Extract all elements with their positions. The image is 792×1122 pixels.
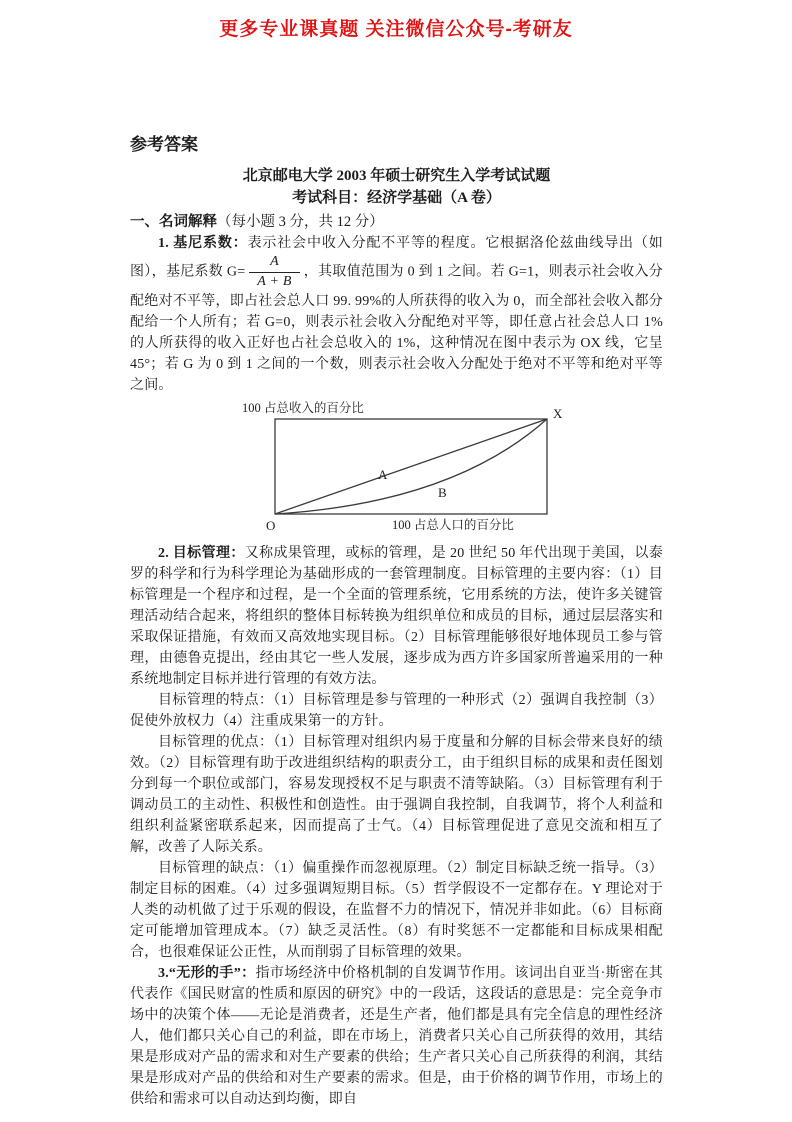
item2-paragraph-features: 目标管理的特点：（1）目标管理是参与管理的一种形式（2）强调自我控制（3）促使外放权力（4）注重成果第一的方针。 bbox=[130, 692, 663, 729]
item2-definition: 又称成果管理，或标的管理，是 20 世纪 50 年代出现于美国，以泰罗的科学和行为科学理论为基础形成的一套管理制度。目标管理的主要内容：（1）目标管理是一个程序和过程，是一个全面的管理系统，它用系统的方法，使许多关键管理活动结合起来，将组织的整体目标转换为组织单位和成员的目标，通过层层落实和采取保证措施，有效而又高效地实现目标。（2）目标管理能够很好地体现员工参与管理，由德鲁克提出，经由其它一些人发展，逐步成为西方许多国家所普遍采用的一种系统地制定目标并进行管理的有效方法。 bbox=[130, 545, 663, 687]
figure-origin-label: O bbox=[266, 517, 276, 533]
lorenz-curve-diagram bbox=[240, 399, 580, 539]
gini-formula-denominator: A + B bbox=[257, 273, 292, 289]
section-one-note: （每小题 3 分，共 12 分） bbox=[217, 214, 384, 230]
promo-header-text: 更多专业课真题 关注微信公众号-考研友 bbox=[219, 19, 573, 40]
section-one-heading bbox=[130, 211, 663, 233]
answers-heading: 参考答案 bbox=[130, 135, 198, 154]
item2-paragraph-1 bbox=[130, 543, 663, 690]
item1-term: 1. 基尼系数： bbox=[158, 236, 248, 251]
document-content bbox=[130, 130, 663, 1110]
figure-y-axis-label: 100 占总收入的百分比 bbox=[242, 400, 364, 415]
gini-formula-numerator: A bbox=[249, 254, 299, 273]
exam-subject: 考试科目：经济学基础（A 卷） bbox=[292, 190, 501, 206]
item1-paragraph bbox=[130, 233, 663, 396]
item1-text-after-formula: ，其取值范围为 0 到 1 之间。若 G=1，则表示社会收入分配绝对不平等，即占社会总人口 99. 99%的人所获得的收入为 0，而全部社会收入都分配给一个人所有；若 G=0，则表示社会收入分配绝对平等，即任意占社会总人口 1%的人所获得的收入正好也占社会总收入的 1%，这种情况在图中表示为 OX 线，它呈 45°；若 G 为 0 到 1 之间的一个数，则表示社会收入分配处于绝对不平等和绝对平等之间。 bbox=[130, 264, 663, 393]
figure-x-axis-label: 100 占总人口的百分比 bbox=[392, 517, 514, 532]
item2-paragraph-advantages: 目标管理的优点：（1）目标管理对组织内易于度量和分解的目标会带来良好的绩效。（2）目标管理有助于改进组织结构的职责分工，由于组织目标的成果和责任图划分到每一个职位或部门，容易发现授权不足与职责不清等缺陷。（3）目标管理有利于调动员工的主动性、积极性和创造性。由于强调自我控制，自我调节，将个人利益和组织利益紧密联系起来，因而提高了士气。（4）目标管理促进了意见交流和相互了解，改善了人际关系。 bbox=[130, 734, 663, 855]
equality-line-ox bbox=[275, 419, 547, 514]
item3-term: 3.“无形的手”： bbox=[158, 965, 256, 981]
area-a-label: A bbox=[378, 466, 388, 482]
figure-corner-x-label: X bbox=[553, 405, 563, 421]
item3-definition: 指市场经济中价格机制的自发调节作用。该词出自亚当·斯密在其代表作《国民财富的性质和原因的研究》中的一段话，这段话的意思是：完全竞争市场中的决策个体——无论是消费者，还是生产者，他们都是具有完全信息的理性经济人，他们都只关心自己的利益，即在市场上，消费者只关心自己所获得的效用，其结果是形成对产品的需求和对生产要素的供给；生产者只关心自己所获得的利润，其结果是形成对产品的供给和对生产要素的需求。但是，由于价格的调节作用，市场上的供给和需求可以自动达到均衡，即自 bbox=[130, 965, 663, 1107]
area-b-label: B bbox=[438, 484, 447, 500]
exam-title: 北京邮电大学 2003 年硕士研究生入学考试试题 bbox=[242, 168, 551, 184]
item2-paragraph-disadvantages: 目标管理的缺点：（1）偏重操作而忽视原理。（2）制定目标缺乏统一指导。（3）制定目标的困难。（4）过多强调短期目标。（5）哲学假设不一定都存在。Y 理论对于人类的动机做了过于乐观的假设，在监督不力的情况下，情况并非如此。（6）目标商定可能增加管理成本。（7）缺乏灵活性。（8）有时奖惩不一定都能和目标成果相配合，也很难保证公正性，从而削弱了目标管理的效果。 bbox=[130, 860, 663, 960]
item1-text-before-formula: 表示社会中收入分配不平等的程度。它根据洛伦兹曲线导出（如图），基尼系数 G= bbox=[130, 236, 663, 280]
section-one-title: 一、名词解释 bbox=[130, 214, 217, 230]
gini-formula-fraction bbox=[249, 254, 299, 291]
lorenz-curve-figure bbox=[240, 399, 663, 539]
item3-paragraph bbox=[130, 963, 663, 1110]
item2-term: 2. 目标管理： bbox=[158, 545, 245, 561]
